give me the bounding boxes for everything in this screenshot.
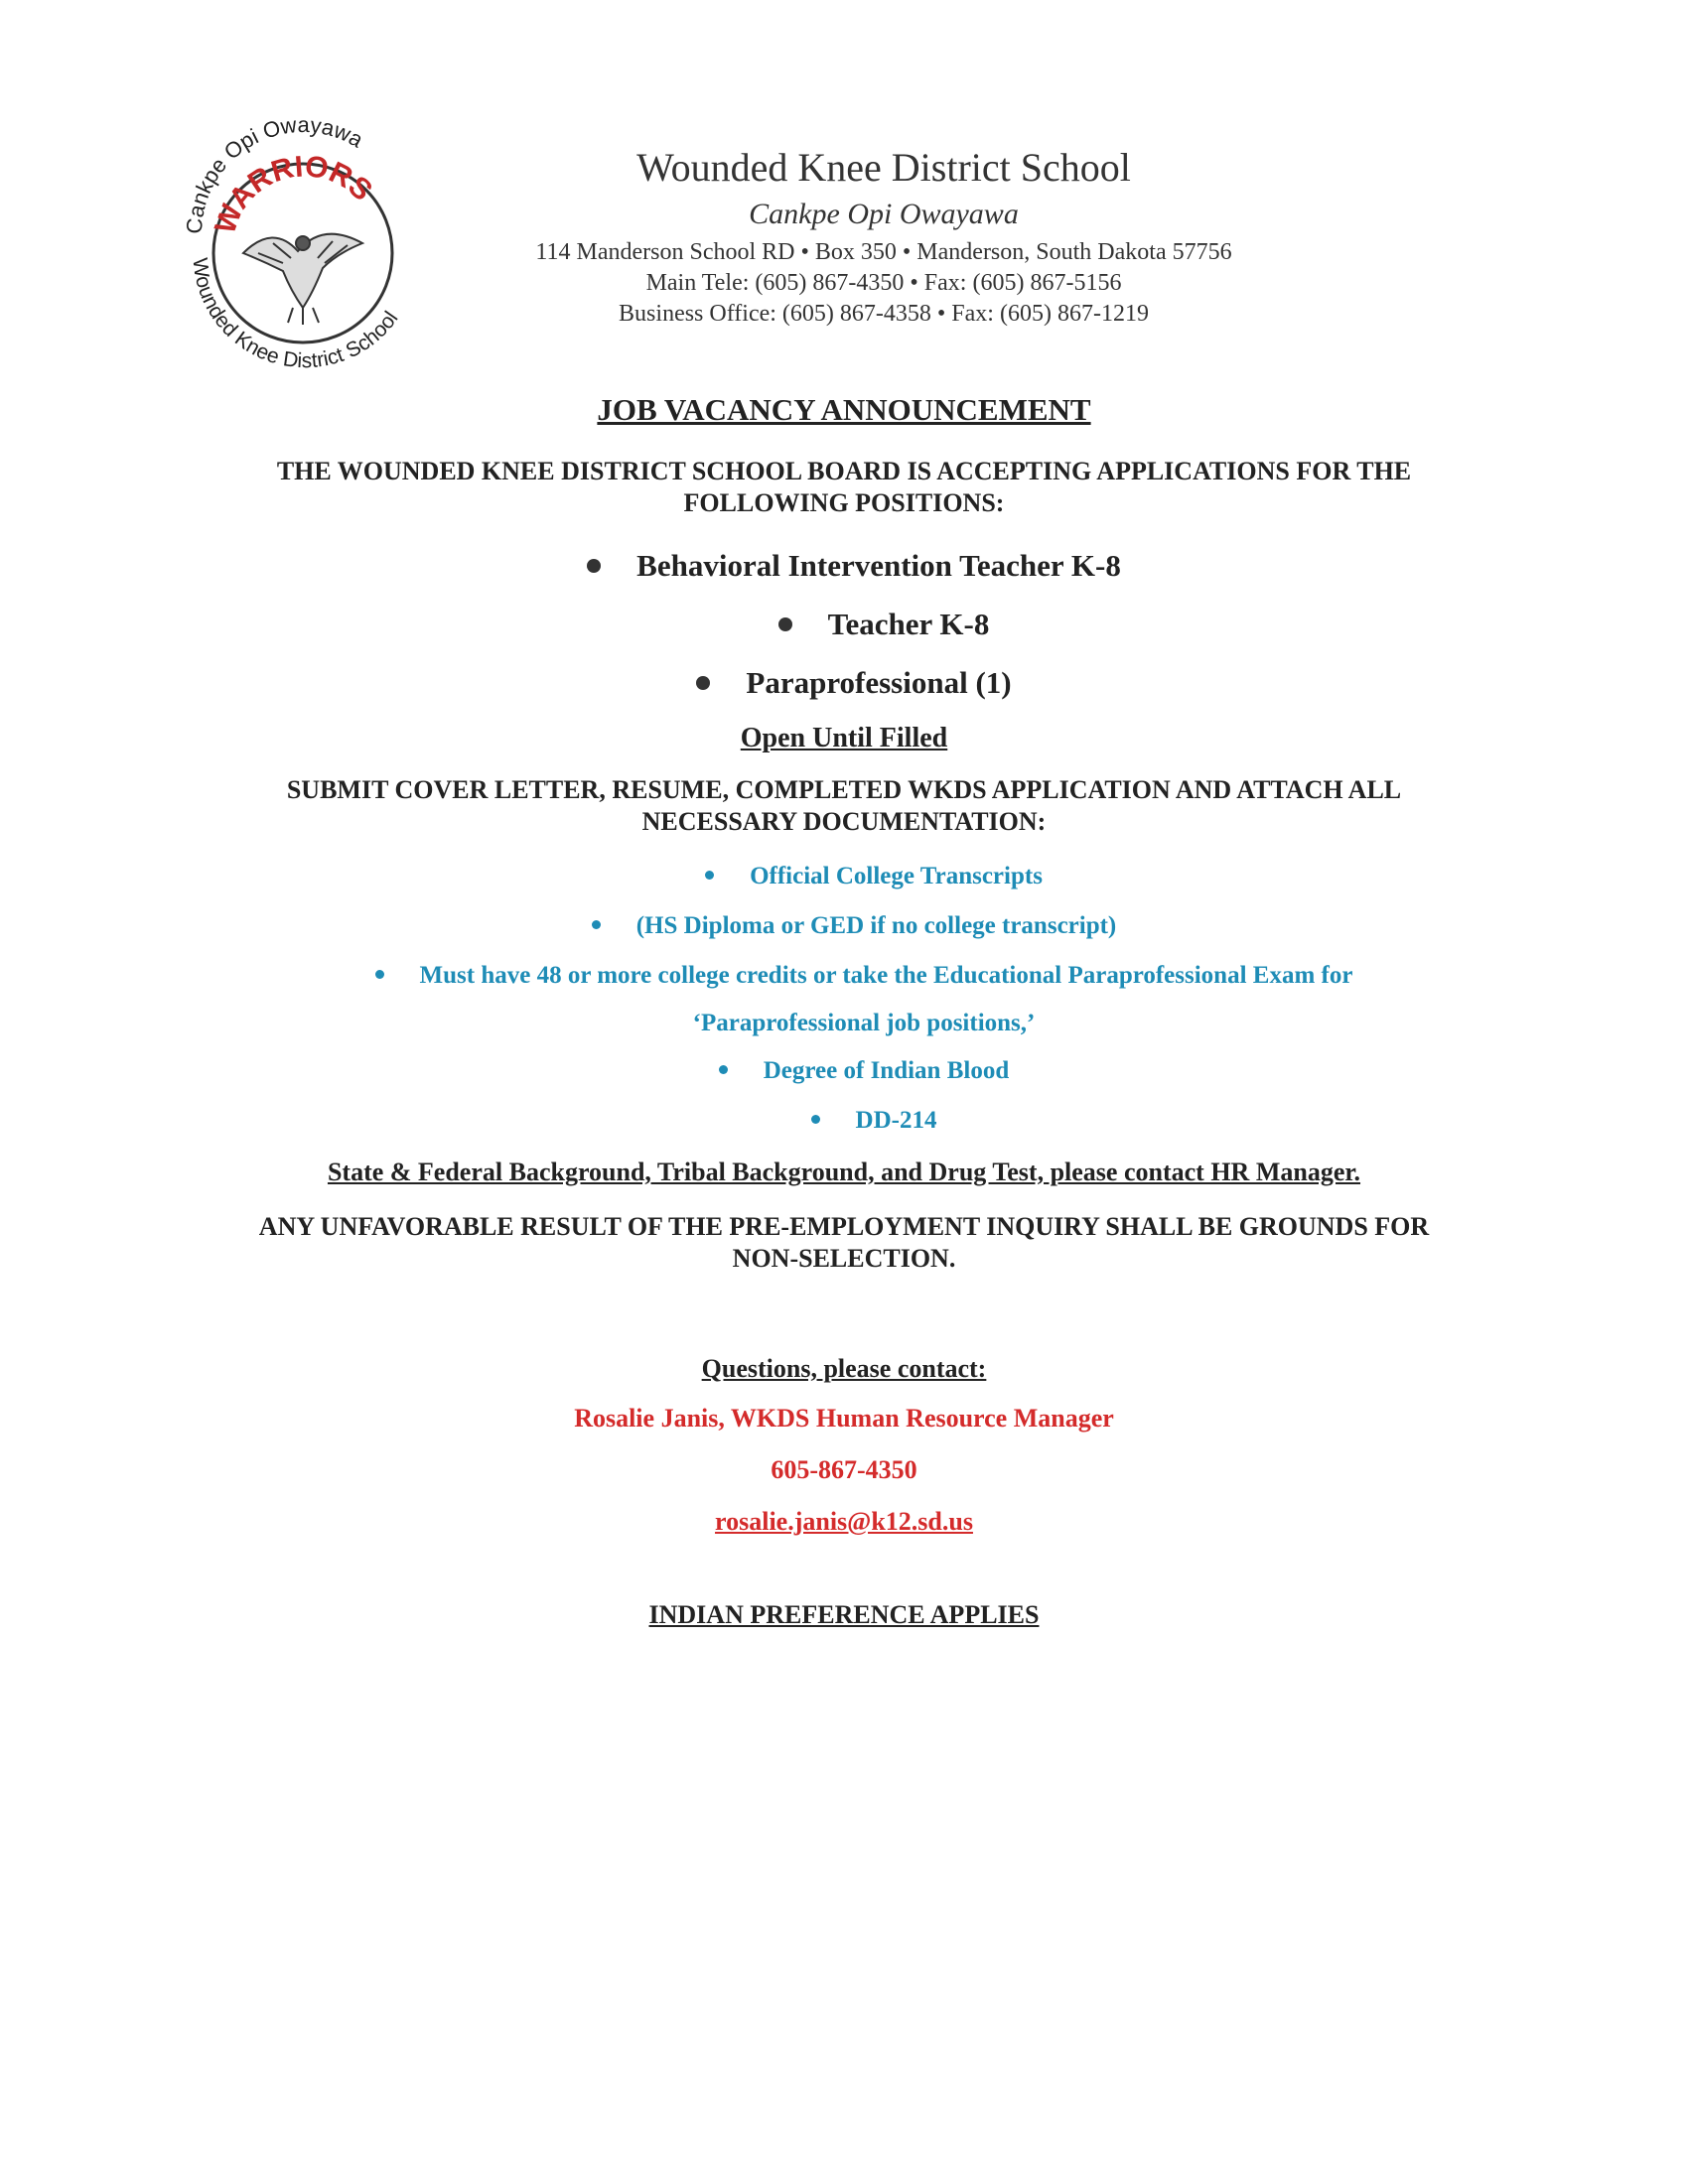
submit-line-1: SUBMIT COVER LETTER, RESUME, COMPLETED WKDS APPLICATION AND ATTACH ALL [286,775,1402,804]
document-label: Must have 48 or more college credits or take the Educational Paraprofessional Exam for [419,962,1353,989]
bullet-icon [587,559,601,573]
school-name: Wounded Knee District School [636,145,1131,190]
document-label: Degree of Indian Blood [763,1057,1010,1084]
documents-list [0,862,1688,1136]
intro-paragraph [0,456,1688,519]
letterhead [427,144,1340,330]
submit-paragraph [0,774,1688,838]
unfavorable-line-1: ANY UNFAVORABLE RESULT OF THE PRE-EMPLOYMENT INQUIRY SHALL BE GROUNDS FOR [258,1212,1430,1241]
bullet-icon [778,617,792,631]
school-address: 114 Manderson School RD • Box 350 • Manderson, South Dakota 57756 [535,239,1232,265]
document-item [60,862,1688,891]
background-check-note: State & Federal Background, Tribal Background, and Drug Test, please contact HR Manager. [327,1158,1361,1186]
svg-text:Cankpe Opi Owayawa: Cankpe Opi Owayawa [181,112,368,235]
svg-text:Wounded Knee District School: Wounded Knee District School [188,256,403,373]
position-label: Behavioral Intervention Teacher K-8 [636,548,1121,583]
announcement-heading: JOB VACANCY ANNOUNCEMENT [597,392,1091,427]
document-item [20,911,1688,941]
announcement-body [0,392,1688,1630]
questions-label: Questions, please contact: [701,1354,987,1383]
contact-name: Rosalie Janis, WKDS Human Resource Manager [574,1404,1114,1433]
intro-line-2: FOLLOWING POSITIONS: [683,488,1005,517]
document-label-continued: ‘Paraprofessional job positions,’ [692,1010,1036,1036]
document-label: (HS Diploma or GED if no college transcript) [635,912,1117,939]
intro-line-1: THE WOUNDED KNEE DISTRICT SCHOOL BOARD IS ACCEPTING APPLICATIONS FOR THE [276,457,1412,485]
document-label: Official College Transcripts [750,863,1043,889]
bullet-icon [375,970,384,979]
position-item [20,664,1688,702]
position-item [20,547,1688,585]
svg-text:WARRIORS: WARRIORS [209,149,379,238]
bullet-icon [811,1115,820,1124]
document-item [60,1106,1688,1136]
open-status: Open Until Filled [740,723,948,753]
business-phone: Business Office: (605) 867-4358 • Fax: (605) 867-1219 [619,301,1149,327]
positions-list [0,547,1688,702]
bullet-icon [719,1065,728,1074]
main-phone: Main Tele: (605) 867-4350 • Fax: (605) 867-5156 [645,270,1122,296]
document-item [40,961,1688,1038]
bullet-icon [592,920,601,929]
position-label: Teacher K-8 [827,607,990,641]
document-item [40,1056,1688,1086]
unfavorable-line-2: NON-SELECTION. [732,1244,956,1273]
position-label: Paraprofessional (1) [746,665,1012,700]
contact-email-link[interactable]: rosalie.janis@k12.sd.us [715,1507,973,1536]
indian-preference-notice: INDIAN PREFERENCE APPLIES [648,1600,1040,1629]
bullet-icon [705,871,714,880]
position-item [79,606,1688,643]
document-label: DD-214 [855,1107,937,1134]
school-motto: Cankpe Opi Owayawa [749,198,1019,230]
eagle-icon [243,234,362,325]
bullet-icon [696,676,710,690]
contact-phone: 605-867-4350 [771,1455,917,1484]
submit-line-2: NECESSARY DOCUMENTATION: [641,807,1047,836]
unfavorable-notice [184,1211,1504,1275]
school-logo [164,104,442,382]
